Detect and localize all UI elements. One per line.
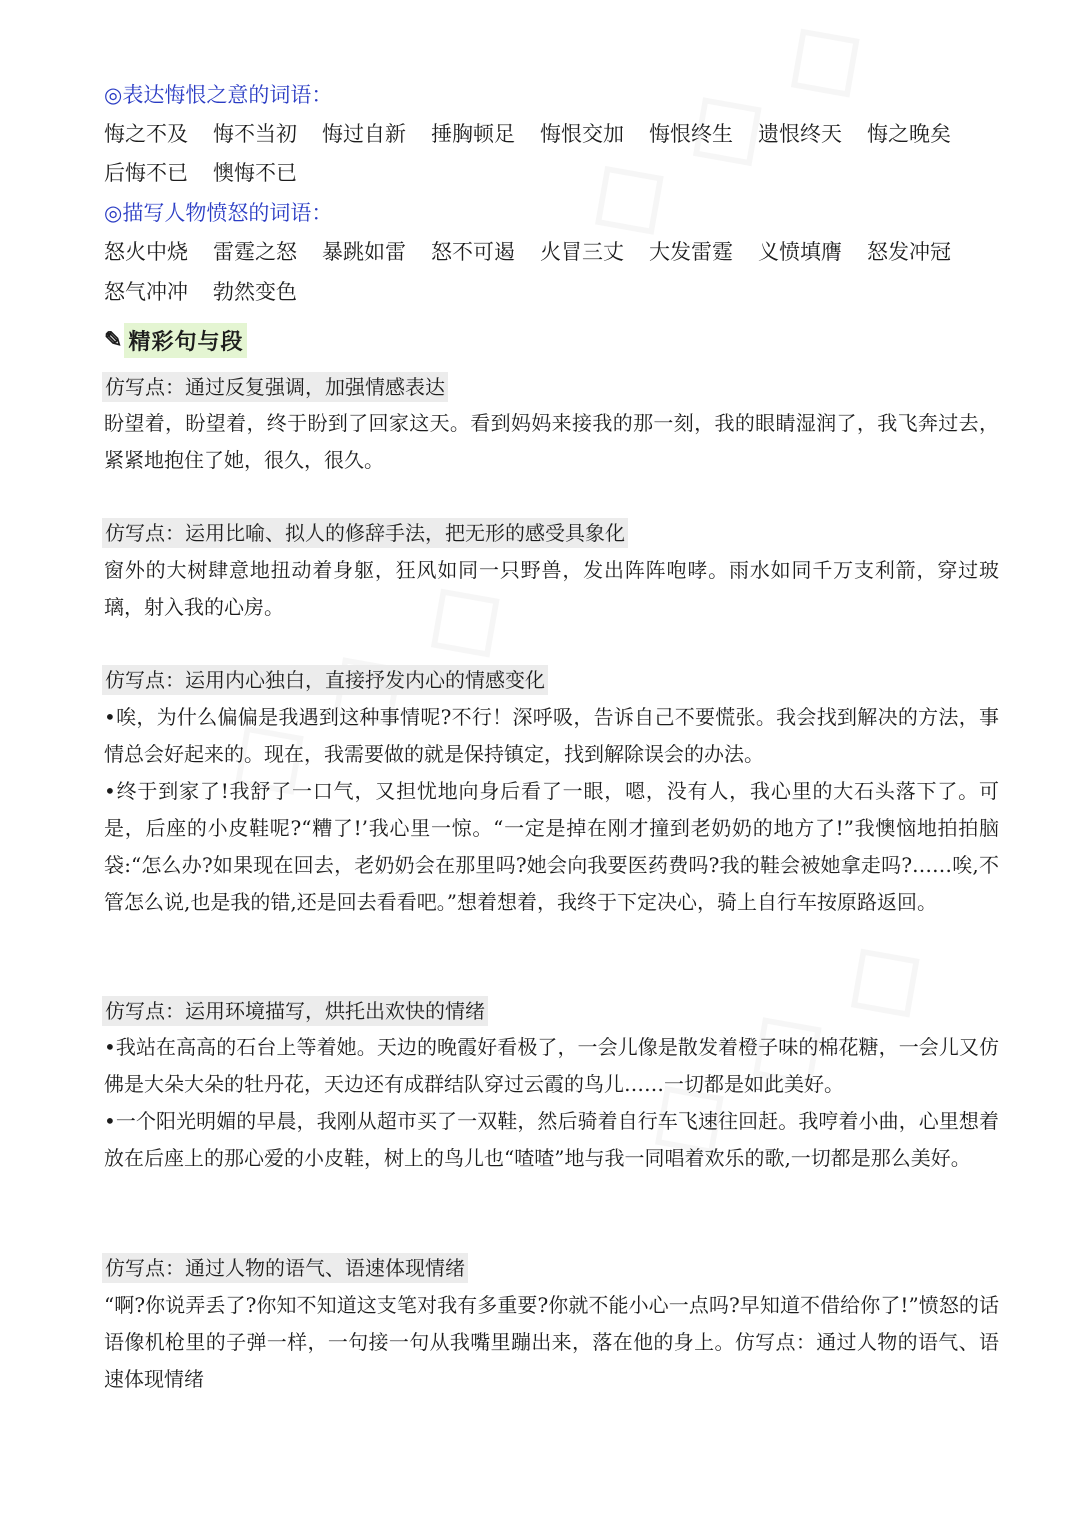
- example-paragraph: [104, 1029, 999, 1177]
- word: 悔不当初: [213, 122, 297, 146]
- word: 怒不可遏: [431, 240, 515, 264]
- example-paragraph: [104, 405, 999, 479]
- paragraph-text: •我站在高高的石台上等着她。天边的晚霞好看极了，一会儿像是散发着橙子味的棉花糖，一会儿又仿佛是大朵大朵的牡丹花，天边还有成群结队穿过云霞的鸟儿……一切都是如此美好。: [104, 1035, 999, 1096]
- word: 遗恨终天: [758, 122, 842, 146]
- anger-words-row-1: [104, 237, 976, 267]
- word: 懊悔不已: [213, 161, 297, 185]
- paragraph-text: •唉，为什么偏偏是我遇到这种事情呢?不行！深呼吸，告诉自己不要慌张。我会找到解决的方法，事情总会好起来的。现在，我需要做的就是保持镇定，找到解除误会的办法。: [104, 705, 999, 766]
- imitation-point: 仿写点：运用比喻、拟人的修辞手法，把无形的感受具象化: [102, 518, 628, 548]
- word: 暴跳如雷: [322, 240, 406, 264]
- imitation-point: 仿写点：通过反复强调，加强情感表达: [102, 372, 448, 402]
- paragraph-text: •一个阳光明媚的早晨，我刚从超市买了一双鞋，然后骑着自行车飞速往回赶。我哼着小曲，心里想着放在后座上的那心爱的小皮鞋，树上的鸟儿也“喳喳”地与我一同唱着欢乐的歌,一切都是那么美好。: [104, 1109, 999, 1170]
- word: 悔过自新: [322, 122, 406, 146]
- anger-words-heading: ◎描写人物愤怒的词语：: [104, 201, 333, 225]
- word: 悔之不及: [104, 122, 188, 146]
- imitation-point: 仿写点：运用内心独白，直接抒发内心的情感变化: [102, 665, 548, 695]
- example-paragraph: [104, 1287, 999, 1398]
- word: 火冒三丈: [540, 240, 624, 264]
- paragraph-text: “啊?你说弄丢了?你知不知道这支笔对我有多重要?你就不能小心一点吗?早知道不借给你了!”愤怒的话语像机枪里的子弹一样，一句接一句从我嘴里蹦出来，落在他的身上。仿写点：通过人物的语气、语速体现情绪: [104, 1293, 999, 1391]
- anger-words-row-2: [104, 277, 322, 307]
- section-title-label: 精彩句与段: [124, 323, 247, 358]
- word: 怒火中烧: [104, 240, 188, 264]
- word: 捶胸顿足: [431, 122, 515, 146]
- pencil-icon: ✎: [104, 327, 123, 353]
- word: 悔恨终生: [649, 122, 733, 146]
- example-paragraph: [104, 699, 999, 921]
- paragraph-text: 窗外的大树肆意地扭动着身躯，狂风如同一只野兽，发出阵阵咆哮。雨水如同千万支利箭，穿过玻璃，射入我的心房。: [104, 558, 999, 619]
- paragraph-text: •终于到家了!我舒了一口气，又担忧地向身后看了一眼，嗯，没有人，我心里的大石头落下了。可是，后座的小皮鞋呢?“糟了!’我心里一惊。“一定是掉在刚才撞到老奶奶的地方了!”我懊恼地拍拍脑袋:“怎么办?如果现在回去，老奶奶会在那里吗?她会向我要医药费吗?我的鞋会被她拿走吗?……唉,不管怎么说,也是我的错,还是回去看看吧。”想着想着，我终于下定决心，骑上自行车按原路返回。: [104, 779, 999, 914]
- regret-words-row-2: [104, 158, 322, 188]
- paragraph-text: 盼望着，盼望着，终于盼到了回家这天。看到妈妈来接我的那一刻，我的眼睛湿润了，我飞奔过去，紧紧地抱住了她，很久，很久。: [104, 411, 999, 472]
- example-paragraph: [104, 552, 999, 626]
- word: 雷霆之怒: [213, 240, 297, 264]
- word: 怒气冲冲: [104, 280, 188, 304]
- word: 勃然变色: [213, 280, 297, 304]
- regret-words-heading: ◎表达悔恨之意的词语：: [104, 83, 333, 107]
- word: 怒发冲冠: [867, 240, 951, 264]
- imitation-point: 仿写点：通过人物的语气、语速体现情绪: [102, 1253, 468, 1283]
- regret-words-row-1: [104, 119, 976, 149]
- imitation-point: 仿写点：运用环境描写，烘托出欢快的情绪: [102, 996, 488, 1026]
- word: 悔恨交加: [540, 122, 624, 146]
- word: 后悔不已: [104, 161, 188, 185]
- word: 悔之晚矣: [867, 122, 951, 146]
- word: 义愤填膺: [758, 240, 842, 264]
- section-title: [104, 323, 247, 357]
- word: 大发雷霆: [649, 240, 733, 264]
